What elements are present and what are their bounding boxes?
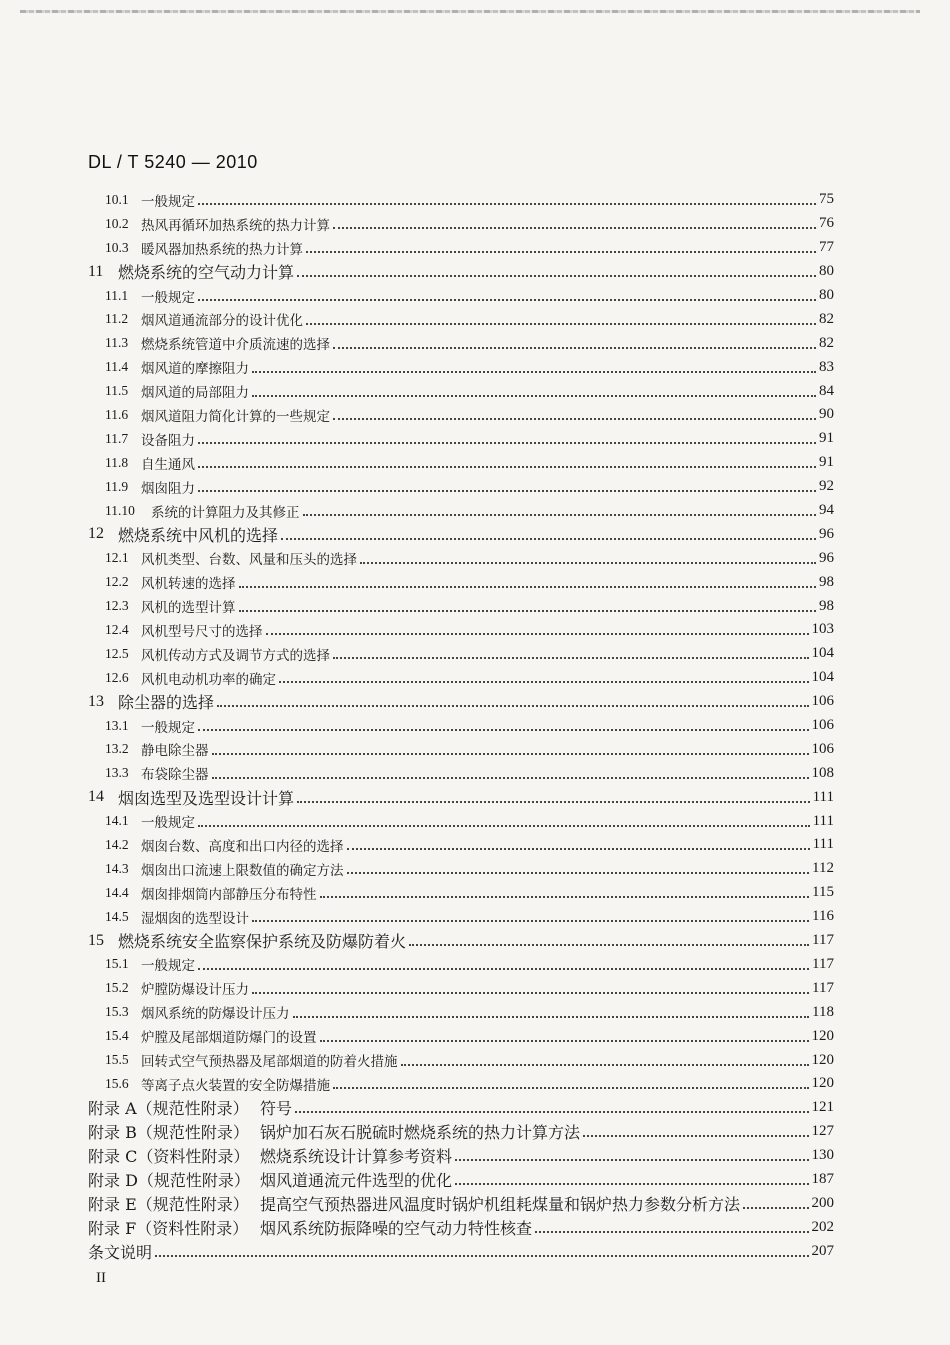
- toc-entry-title: 烟风道通流元件选型的优化: [260, 1170, 453, 1190]
- toc-entry[interactable]: [88, 857, 834, 881]
- toc-entry-title: 一般规定: [141, 815, 195, 832]
- toc-entry-title: 燃烧系统的空气动力计算: [118, 263, 295, 283]
- dot-leader: [333, 1086, 809, 1089]
- dot-leader: [333, 656, 809, 659]
- toc-entry[interactable]: [88, 761, 834, 785]
- toc-entry[interactable]: [88, 833, 834, 857]
- dot-leader: [252, 919, 809, 922]
- toc-entry-title: 风机类型、台数、风量和压头的选择: [141, 552, 357, 569]
- toc-entry[interactable]: [88, 929, 834, 953]
- toc-entry-number: 15.5: [105, 1052, 129, 1067]
- toc-entry-page: 106: [811, 740, 834, 757]
- toc-entry[interactable]: [88, 618, 834, 642]
- toc-entry[interactable]: [88, 642, 834, 666]
- dot-leader: [320, 895, 810, 898]
- toc-entry-number: 11.5: [105, 383, 129, 399]
- toc-entry-page: 91: [819, 454, 834, 471]
- toc-entry-number: 14: [88, 788, 104, 806]
- toc-entry[interactable]: [88, 1144, 834, 1168]
- toc-entry[interactable]: [88, 570, 834, 594]
- toc-entry[interactable]: [88, 1215, 834, 1239]
- toc-entry[interactable]: [88, 1191, 834, 1215]
- toc-entry-page: 80: [819, 263, 834, 280]
- toc-entry-page: 82: [819, 310, 834, 327]
- toc-entry-page: 96: [819, 525, 834, 542]
- toc-entry-title: 烟风系统的防爆设计压力: [141, 1006, 290, 1023]
- dot-leader: [455, 1158, 808, 1161]
- dot-leader: [303, 513, 817, 516]
- toc-entry[interactable]: [88, 522, 834, 546]
- dot-leader: [295, 1110, 808, 1113]
- toc-entry-page: 80: [819, 287, 834, 303]
- dot-leader: [583, 1134, 808, 1137]
- toc-entry-title: 炉膛防爆设计压力: [141, 982, 249, 999]
- toc-entry-title: 烟囱选型及选型设计计算: [118, 788, 295, 808]
- toc-entry-title: 符号: [260, 1099, 293, 1119]
- toc-entry-page: 76: [819, 215, 834, 232]
- toc-entry-page: 104: [811, 669, 834, 686]
- dot-leader: [212, 776, 809, 779]
- toc-entry-title: 等离子点火装置的安全防爆措施: [141, 1077, 330, 1094]
- toc-entry-number: 14.3: [105, 860, 129, 876]
- toc-entry-number: 附录 A（规范性附录）: [88, 1099, 249, 1119]
- dot-leader: [333, 346, 816, 349]
- toc-entry-title: 一般规定: [141, 193, 195, 210]
- toc-entry-page: 111: [812, 788, 834, 805]
- toc-entry-number: 11.1: [105, 287, 129, 303]
- toc-entry[interactable]: [88, 1072, 834, 1096]
- toc-entry-title: 风机的选型计算: [141, 600, 236, 617]
- toc-entry[interactable]: [88, 953, 834, 977]
- dot-leader: [535, 1230, 808, 1233]
- toc-entry-number: 15.3: [105, 1004, 129, 1020]
- toc-entry-page: 116: [812, 908, 834, 925]
- toc-entry-title: 一般规定: [141, 719, 195, 736]
- toc-entry-title: 热风再循环加热系统的热力计算: [141, 217, 330, 234]
- toc-entry-number: 14.4: [105, 884, 129, 900]
- dot-leader: [743, 1206, 808, 1209]
- toc-entry[interactable]: [88, 546, 834, 570]
- toc-entry-number: 附录 C（资料性附录）: [88, 1147, 250, 1167]
- toc-entry-page: 120: [811, 1051, 834, 1068]
- dot-leader: [279, 680, 809, 683]
- toc-entry-page: 117: [812, 955, 834, 972]
- toc-entry[interactable]: [88, 1000, 834, 1024]
- toc-entry[interactable]: [88, 666, 834, 690]
- dot-leader: [252, 370, 816, 373]
- toc-entry[interactable]: [88, 594, 834, 618]
- dot-leader: [333, 417, 816, 420]
- dot-leader: [212, 752, 809, 755]
- dot-leader: [306, 250, 816, 253]
- toc-entry-number: 附录 B（规范性附录）: [88, 1123, 249, 1143]
- dot-leader: [281, 537, 816, 540]
- toc-entry-title: 静电除尘器: [141, 743, 209, 760]
- dot-leader: [198, 728, 809, 731]
- toc-entry[interactable]: [88, 475, 834, 499]
- toc-entry-title: 燃烧系统设计计算参考资料: [260, 1147, 453, 1167]
- toc-entry-title: 风机传动方式及调节方式的选择: [141, 647, 330, 664]
- dot-leader: [320, 1039, 809, 1042]
- toc-entry-title: 除尘器的选择: [118, 693, 215, 713]
- toc-entry-number: 15.6: [105, 1075, 129, 1091]
- toc-entry-number: 11.4: [105, 359, 129, 375]
- toc-entry-title: 暖风器加热系统的热力计算: [141, 241, 303, 258]
- toc-entry-number: 15.4: [105, 1028, 129, 1044]
- toc-entry-title: 风机电动机功率的确定: [141, 671, 276, 688]
- toc-entry[interactable]: [88, 284, 834, 308]
- toc-entry-number: 11.7: [105, 430, 129, 446]
- toc-entry-page: 115: [812, 884, 834, 901]
- dot-leader: [217, 704, 808, 707]
- dot-leader: [455, 1182, 808, 1185]
- toc-entry-title: 风机型号尺寸的选择: [141, 623, 263, 640]
- toc-entry-title: 烟囱阻力: [141, 480, 195, 497]
- dot-leader: [347, 847, 810, 850]
- toc-entry-title: 烟风系统防振降噪的空气动力特性核查: [260, 1218, 533, 1238]
- document-code: DL / T 5240 — 2010: [88, 152, 258, 172]
- toc-entry-page: 103: [811, 621, 834, 638]
- toc-entry-page: 91: [819, 430, 834, 447]
- toc-entry-page: 120: [811, 1075, 834, 1092]
- dot-leader: [266, 632, 809, 635]
- toc-entry-number: 14.2: [105, 836, 129, 852]
- toc-entry-number: 12.4: [105, 621, 129, 637]
- toc-entry[interactable]: [88, 260, 834, 284]
- toc-entry[interactable]: [88, 355, 834, 379]
- toc-entry-page: 90: [819, 406, 834, 423]
- toc-entry-number: 11: [88, 262, 104, 280]
- toc-entry-page: 207: [811, 1242, 834, 1259]
- dot-leader: [306, 322, 816, 325]
- toc-entry-page: 111: [812, 836, 834, 853]
- toc-entry-page: 117: [812, 979, 834, 996]
- toc-entry-page: 75: [819, 191, 834, 208]
- toc-entry-title: 风机转速的选择: [141, 576, 236, 593]
- toc-entry-number: 12.3: [105, 598, 129, 614]
- toc-entry-title: 湿烟囱的选型设计: [141, 910, 249, 927]
- toc-entry[interactable]: [88, 809, 834, 833]
- toc-entry-page: 84: [819, 382, 834, 399]
- toc-entry-title: 烟囱排烟筒内部静压分布特性: [141, 886, 317, 903]
- dot-leader: [360, 561, 816, 564]
- toc-entry-page: 96: [819, 549, 834, 566]
- dot-leader: [297, 274, 816, 277]
- toc-entry-number: 15.1: [105, 956, 129, 972]
- toc-entry-number: 附录 E（规范性附录）: [88, 1194, 249, 1214]
- toc-entry-number: 13.1: [105, 717, 129, 733]
- dot-leader: [239, 609, 817, 612]
- toc-entry-title: 烟风道的局部阻力: [141, 385, 249, 402]
- toc-entry-page: 130: [811, 1147, 834, 1164]
- toc-entry[interactable]: [88, 905, 834, 929]
- toc-entry-title: 燃烧系统中风机的选择: [118, 525, 279, 545]
- toc-entry-page: 83: [819, 358, 834, 375]
- toc-entry[interactable]: [88, 379, 834, 403]
- toc-entry-number: 10.2: [105, 215, 129, 231]
- dot-leader: [239, 585, 817, 588]
- dot-leader: [347, 871, 810, 874]
- toc-entry-page: 94: [819, 502, 834, 519]
- toc-entry-title: 回转式空气预热器及尾部烟道的防着火措施: [141, 1054, 398, 1070]
- toc-entry[interactable]: [88, 690, 834, 714]
- toc-entry-page: 106: [811, 717, 834, 734]
- dot-leader: [198, 441, 816, 444]
- dot-leader: [252, 394, 816, 397]
- dot-leader: [293, 1015, 810, 1018]
- toc-entry-number: 11.8: [105, 454, 129, 470]
- toc-entry-title: 烟囱出口流速上限数值的确定方法: [141, 862, 344, 879]
- toc-entry-page: 98: [819, 597, 834, 614]
- toc-entry[interactable]: [88, 499, 834, 523]
- toc-entry-title: 烟囱台数、高度和出口内径的选择: [141, 838, 344, 855]
- toc-entry-number: 12: [88, 525, 104, 543]
- toc-entry-page: 202: [811, 1218, 834, 1235]
- toc-entry-page: 82: [819, 334, 834, 351]
- toc-entry-number: 11.10: [105, 502, 135, 518]
- toc-entry[interactable]: [88, 212, 834, 236]
- toc-entry-number: 13: [88, 692, 104, 710]
- toc-entry[interactable]: [88, 1239, 834, 1263]
- toc-entry-title: 烟风道阻力简化计算的一些规定: [141, 408, 330, 425]
- toc-entry[interactable]: [88, 785, 834, 809]
- dot-leader: [198, 967, 809, 970]
- toc-entry-number: 10.1: [105, 191, 129, 207]
- toc-entry-title: 锅炉加石灰石脱硫时燃烧系统的热力计算方法: [260, 1123, 581, 1143]
- toc-entry-number: 13.2: [105, 741, 129, 757]
- toc-entry[interactable]: [88, 1096, 834, 1120]
- toc-entry-page: 104: [811, 645, 834, 662]
- toc-entry-number: 11.6: [105, 406, 129, 422]
- toc-entry-number: 11.2: [105, 311, 129, 327]
- toc-entry[interactable]: [88, 1120, 834, 1144]
- dot-leader: [198, 202, 816, 205]
- toc-entry[interactable]: [88, 1048, 834, 1072]
- dot-leader: [297, 800, 810, 803]
- toc-entry-title: 布袋除尘器: [141, 767, 209, 784]
- toc-entry[interactable]: [88, 427, 834, 451]
- toc-entry-number: 10.3: [105, 239, 129, 255]
- toc-entry-title: 设备阻力: [141, 432, 195, 449]
- toc-entry-page: 127: [811, 1123, 834, 1140]
- toc-entry-number: 附录 F（资料性附录）: [88, 1218, 249, 1238]
- toc-entry-page: 187: [811, 1170, 834, 1187]
- toc-entry-page: 111: [812, 812, 834, 829]
- toc-entry-title: 自生通风: [141, 456, 195, 473]
- dot-leader: [252, 991, 809, 994]
- page-number: II: [96, 1270, 106, 1286]
- toc-entry[interactable]: [88, 1168, 834, 1192]
- toc-entry-number: 12.5: [105, 645, 129, 661]
- toc-entry-page: 200: [811, 1194, 834, 1211]
- toc-entry-number: 12.6: [105, 669, 129, 685]
- toc-entry[interactable]: [88, 403, 834, 427]
- toc-entry[interactable]: [88, 331, 834, 355]
- toc-entry-page: 121: [811, 1099, 834, 1116]
- toc-entry[interactable]: [88, 236, 834, 260]
- toc-entry-page: 117: [812, 932, 834, 949]
- toc-entry-title: 炉膛及尾部烟道防爆门的设置: [141, 1030, 317, 1047]
- toc-entry[interactable]: [88, 1024, 834, 1048]
- dot-leader: [198, 489, 816, 492]
- dot-leader: [401, 1063, 809, 1066]
- toc-entry-number: 附录 D（规范性附录）: [88, 1170, 250, 1190]
- dot-leader: [409, 943, 809, 946]
- dot-leader: [198, 824, 810, 827]
- toc-entry-title: 烟风道通流部分的设计优化: [141, 313, 303, 330]
- toc-entry-number: 14.1: [105, 813, 129, 829]
- dot-leader: [198, 298, 816, 301]
- scan-artifact: [20, 10, 920, 13]
- toc-entry-number: 12.2: [105, 574, 129, 590]
- toc-entry-page: 92: [819, 478, 834, 495]
- toc-entry-page: 118: [812, 1003, 834, 1020]
- table-of-contents: [88, 188, 834, 1263]
- toc-entry-title: 燃烧系统管道中介质流速的选择: [141, 337, 330, 354]
- toc-entry-title: 系统的计算阻力及其修正: [151, 504, 300, 521]
- toc-entry-title: 一般规定: [141, 958, 195, 975]
- toc-entry-page: 108: [811, 764, 834, 781]
- dot-leader: [198, 465, 816, 468]
- toc-entry[interactable]: [88, 976, 834, 1000]
- toc-entry-number: 14.5: [105, 908, 129, 924]
- dot-leader: [333, 226, 816, 229]
- toc-entry[interactable]: [88, 881, 834, 905]
- toc-entry-title: 条文说明: [88, 1242, 153, 1262]
- toc-entry-title: 烟风道的摩擦阻力: [141, 361, 249, 378]
- toc-entry-title: 燃烧系统安全监察保护系统及防爆防着火: [118, 932, 407, 952]
- toc-entry-number: 13.3: [105, 765, 129, 781]
- toc-entry-title: 一般规定: [141, 289, 195, 306]
- toc-entry-number: 11.9: [105, 478, 129, 494]
- toc-entry-page: 77: [819, 239, 834, 256]
- toc-entry[interactable]: [88, 737, 834, 761]
- toc-entry[interactable]: [88, 307, 834, 331]
- toc-entry-page: 120: [811, 1027, 834, 1044]
- toc-entry[interactable]: [88, 451, 834, 475]
- toc-entry[interactable]: [88, 714, 834, 738]
- toc-entry[interactable]: [88, 188, 834, 212]
- toc-entry-title: 提高空气预热器进风温度时锅炉机组耗煤量和锅炉热力参数分析方法: [260, 1194, 741, 1214]
- toc-entry-page: 106: [811, 693, 834, 710]
- toc-entry-page: 98: [819, 573, 834, 590]
- toc-entry-number: 12.1: [105, 550, 129, 566]
- dot-leader: [155, 1254, 808, 1257]
- toc-entry-page: 112: [812, 860, 834, 877]
- toc-entry-number: 11.3: [105, 335, 129, 351]
- toc-entry-number: 15.2: [105, 980, 129, 996]
- toc-entry-number: 15: [88, 931, 104, 949]
